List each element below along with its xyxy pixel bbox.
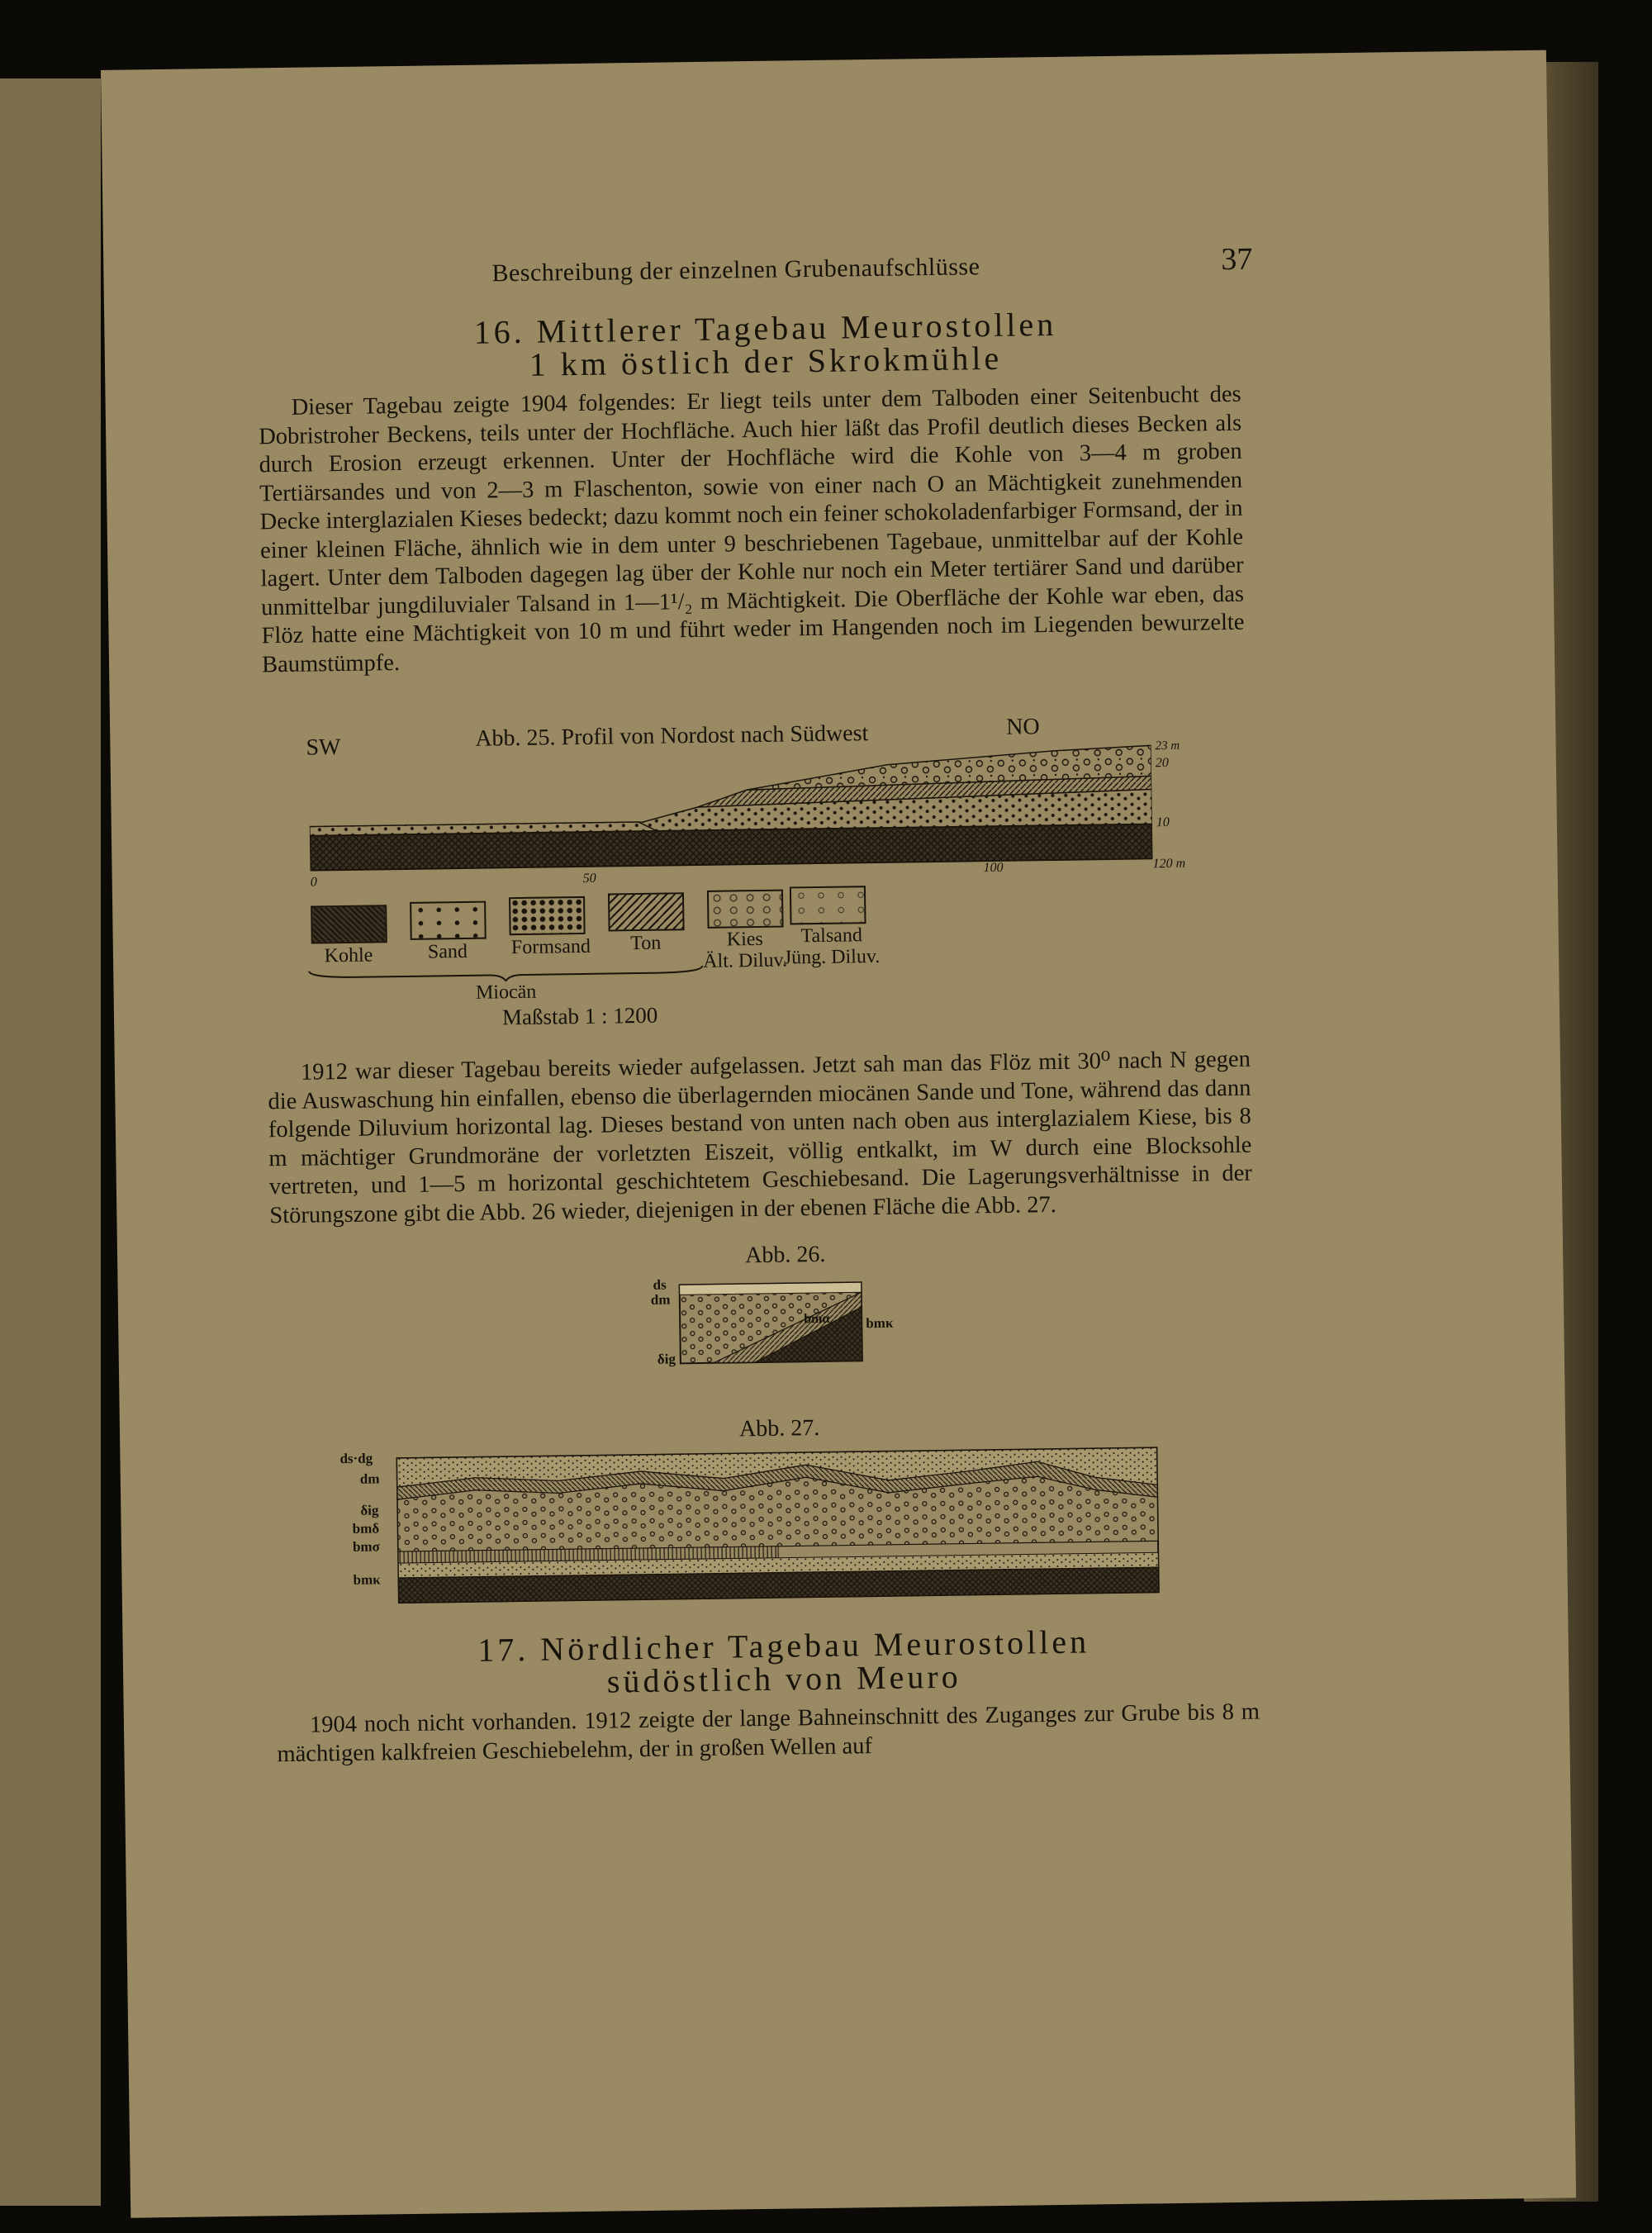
fig25-elev-10: 10 xyxy=(1156,815,1170,830)
fig26-caption: Abb. 26. xyxy=(744,1241,826,1269)
fig27-label-dig: δig xyxy=(360,1502,379,1518)
fig26-label-ds: ds xyxy=(653,1276,667,1293)
fig25-caption: Abb. 25. Profil von Nordost nach Südwest xyxy=(475,720,869,752)
fig27-label-bmo: bmσ xyxy=(352,1538,380,1555)
fig27-label-bmd: bmδ xyxy=(352,1520,380,1537)
legend-ton-swatch xyxy=(608,892,685,931)
legend-talsand-age: Jüng. Diluv. xyxy=(783,945,881,969)
legend-sand-label: Sand xyxy=(427,940,468,963)
fig25-profile xyxy=(309,741,1153,893)
fig26-label-bmk: bmκ xyxy=(866,1314,894,1332)
fig26-label-dm: dm xyxy=(650,1291,671,1308)
fig25-dist-100: 100 xyxy=(983,860,1004,876)
fig27-caption: Abb. 27. xyxy=(738,1415,820,1442)
legend-kohle-label: Kohle xyxy=(324,944,373,967)
running-header: Beschreibung der einzelnen Grubenaufschlüsse xyxy=(491,253,980,287)
page-number: 37 xyxy=(1221,241,1253,278)
legend-ton-label: Ton xyxy=(630,932,662,955)
fig27-label-bmk: bmκ xyxy=(353,1571,381,1588)
legend-formsand-swatch xyxy=(509,896,586,935)
left-page-edge xyxy=(0,78,101,2206)
legend-formsand-label: Formsand xyxy=(510,935,591,959)
legend-talsand-swatch xyxy=(790,886,866,924)
legend-sand-swatch xyxy=(410,901,487,940)
fig25-dist-0: 0 xyxy=(310,875,317,890)
fig25-no-label: NO xyxy=(1005,714,1040,740)
legend-kies-age: Ält. Diluv. xyxy=(703,949,788,972)
fig25-elev-20: 20 xyxy=(1155,756,1169,771)
fig27-label-ds-dg: ds·dg xyxy=(339,1450,373,1467)
fig25-sw-label: SW xyxy=(306,734,341,761)
legend-kies-swatch xyxy=(707,890,784,929)
section-16-title: 16. Mittlerer Tagebau Meurostollen xyxy=(473,305,1057,351)
section-16-paragraph: Dieser Tagebau zeigte 1904 folgendes: Er liegt teils unter dem Talboden einer Seitenbucht des Dobristroher Beckens, teils unter der Hochfläche. Auch hier läßt das Profil deutlich dieses Becken als durch Erosion erzeugt erkennen. Unter der Hochfläche wird die Kohle von 3—4 m groben Tertiärsandes und von 2—3 m Flaschenton, sowie von einer nach O an Mächtigkeit zunehmenden Decke interglazialen Kieses bedeckt; dazu kommt noch ein feiner schokoladenfarbiger Formsand, der in einer kleinen Fläche, ähnlich wie in dem unter 9 beschriebenen Tagebaue, unmittelbar auf der Kohle lagert. Unter dem Talboden dagegen lag über der Kohle nur noch ein Meter tertiärer Sand und darüber unmittelbar jungdiluvialer Talsand in 1—1¹/₂ m Mächtigkeit. Die Oberfläche der Kohle war eben, das Flöz hatte eine Mächtigkeit von 10 m und führt weder im Hangenden noch im Liegenden bewurzelte Baumstümpfe. xyxy=(258,381,1245,677)
fig27-label-dm: dm xyxy=(359,1470,380,1487)
section-17-paragraph: 1904 noch nicht vorhanden. 1912 zeigte der lange Bahneinschnitt des Zuganges zur Grube bis 8 m mächtigen kalkfreien Geschiebelehm, der in großen Wellen auf xyxy=(277,1699,1260,1767)
fig25-elev-23: 23 m xyxy=(1155,739,1180,753)
section-17-title: 17. Nördlicher Tagebau Meurostollen xyxy=(477,1622,1090,1669)
section-17-subtitle: südöstlich von Meuro xyxy=(606,1657,961,1700)
paragraph-1912: 1912 war dieser Tagebau bereits wieder aufgelassen. Jetzt sah man das Flöz mit 30⁰ nach N gegen die Auswaschung hin einfallen, ebenso die überlagernden miocänen Sande und Tone, während das dann folgende Diluvium horizontal lag. Dieses bestand von unten nach oben aus interglazialem Kiese, bis 8 m mächtiger Grundmoräne der vorletzten Eiszeit, völlig entkalkt, im W durch eine Blocksohle vertreten, und 1—5 m horizontal geschichtetem Geschiebesand. Die Lagerungsverhältnisse in der Störungszone gibt die Abb. 26 wieder, diejenigen in der ebenen Fläche die Abb. 27. xyxy=(268,1046,1252,1228)
fig25-scale: Maßstab 1 : 1200 xyxy=(501,1002,658,1030)
legend-miocaen-label: Miocän xyxy=(475,981,537,1004)
fig26-label-bma: bmα xyxy=(804,1311,830,1327)
legend-kies-name: Kies xyxy=(726,928,763,951)
legend-kohle-swatch xyxy=(311,905,387,943)
fig25-dist-120: 120 m xyxy=(1152,856,1186,872)
section-16-subtitle: 1 km östlich der Skrokmühle xyxy=(529,339,1003,383)
legend-talsand-label xyxy=(778,924,886,969)
legend-talsand-name: Talsand xyxy=(800,924,863,948)
fig26-label-dig: δig xyxy=(657,1351,676,1367)
fig25-dist-50: 50 xyxy=(582,871,596,886)
book-page xyxy=(101,50,1576,2218)
fig27-drawing xyxy=(392,1443,1180,1611)
